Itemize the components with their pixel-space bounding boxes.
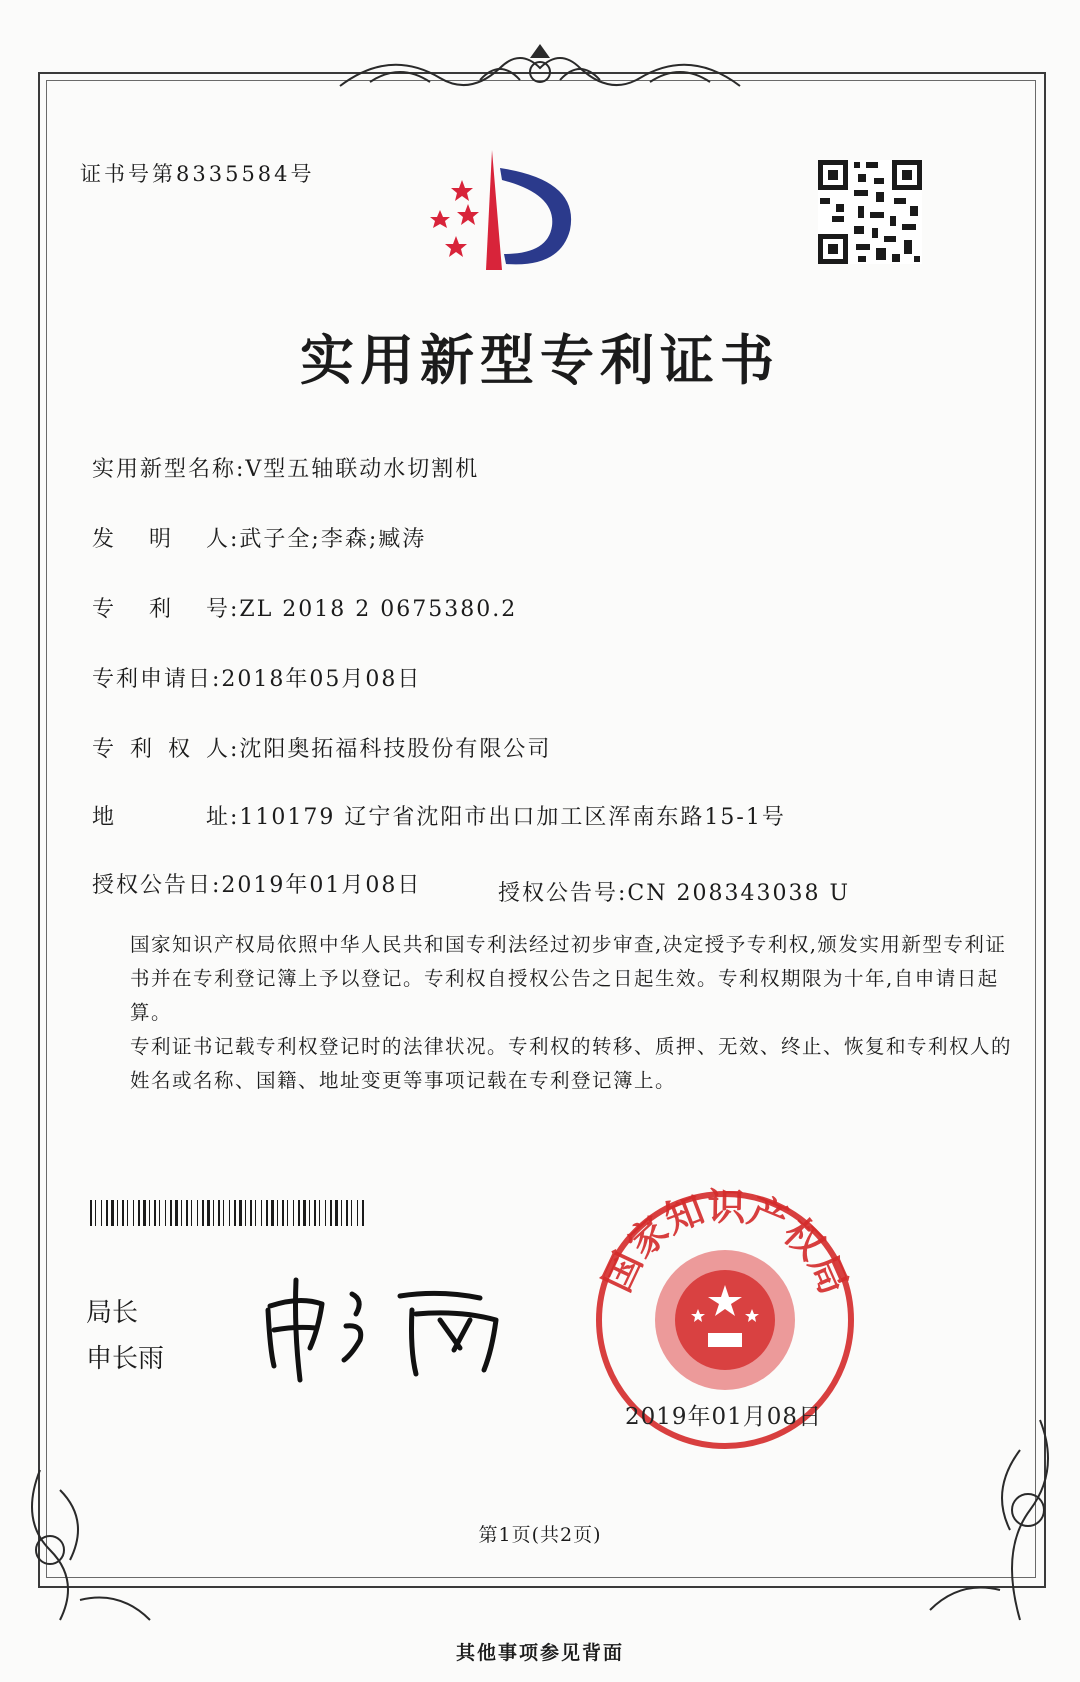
- qr-code-icon: [818, 160, 922, 264]
- patentee-row: 专 利 权 人 :沈阳奥拓福科技股份有限公司: [92, 732, 551, 763]
- footer-note: 其他事项参见背面: [455, 1642, 624, 1664]
- address-row: 地 址 :110179 辽宁省沈阳市出口加工区浑南东路15-1号: [92, 800, 786, 831]
- top-ornament-icon: [330, 38, 750, 102]
- filing-date-label: 专利申请日:: [92, 667, 222, 692]
- patent-number-row: 专 利 号 :ZL 2018 2 0675380.2: [92, 592, 517, 623]
- filing-date-value: 2018年05月08日: [221, 667, 422, 692]
- inventor-value: 武子全;李森;臧涛: [239, 527, 427, 552]
- barcode-icon: [90, 1200, 366, 1226]
- page-number: 第1页(共2页): [478, 1524, 602, 1546]
- grant-number-row: [498, 876, 850, 907]
- address-label: 地 址: [92, 805, 230, 830]
- seal-text: 国家知识产权局: [594, 1185, 857, 1301]
- patentee-label: 专 利 权 人: [92, 737, 230, 762]
- grant-date-row: [92, 868, 421, 899]
- grant-number-label: 授权公告号:: [498, 881, 628, 906]
- body-paragraph-2: 专利证书记载专利权登记时的法律状况。专利权的转移、质押、无效、终止、恢复和专利权人的姓名或名称、国籍、地址变更等事项记载在专利登记簿上。: [130, 1035, 1013, 1092]
- patent-number-value: ZL 2018 2 0675380.2: [239, 597, 518, 622]
- body-paragraph-1: 国家知识产权局依照中华人民共和国专利法经过初步审查,决定授予专利权,颁发实用新型专利证书并在专利登记簿上予以登记。专利权自授权公告之日起生效。专利权期限为十年,自申请日起算。: [130, 933, 1007, 1024]
- certificate-number: 证书号第8335584号: [80, 162, 315, 186]
- certificate-title: 实用新型专利证书: [300, 329, 780, 392]
- utility-model-name-value: V型五轴联动水切割机: [245, 457, 480, 482]
- grant-number-value: CN 208343038 U: [627, 881, 851, 906]
- director-name: 申长雨: [86, 1344, 165, 1374]
- address-value: 110179 辽宁省沈阳市出口加工区浑南东路15-1号: [239, 805, 786, 830]
- utility-model-name-label: 实用新型名称:: [92, 457, 246, 482]
- seal-date: 2019年01月08日: [625, 1404, 823, 1430]
- grant-date-label: 授权公告日:: [92, 873, 222, 898]
- cnipa-logo-icon: [410, 150, 580, 290]
- inventor-row: 发 明 人 :武子全;李森;臧涛: [92, 522, 426, 553]
- filing-date-row: [92, 662, 421, 693]
- utility-model-name-row: [92, 452, 479, 483]
- patentee-value: 沈阳奥拓福科技股份有限公司: [239, 737, 552, 762]
- inventor-label: 发 明 人: [92, 527, 230, 552]
- director-signature: [260, 1270, 510, 1390]
- patent-number-label: 专 利 号: [92, 597, 230, 622]
- director-title: 局长: [86, 1298, 139, 1328]
- grant-date-value: 2019年01月08日: [221, 873, 422, 898]
